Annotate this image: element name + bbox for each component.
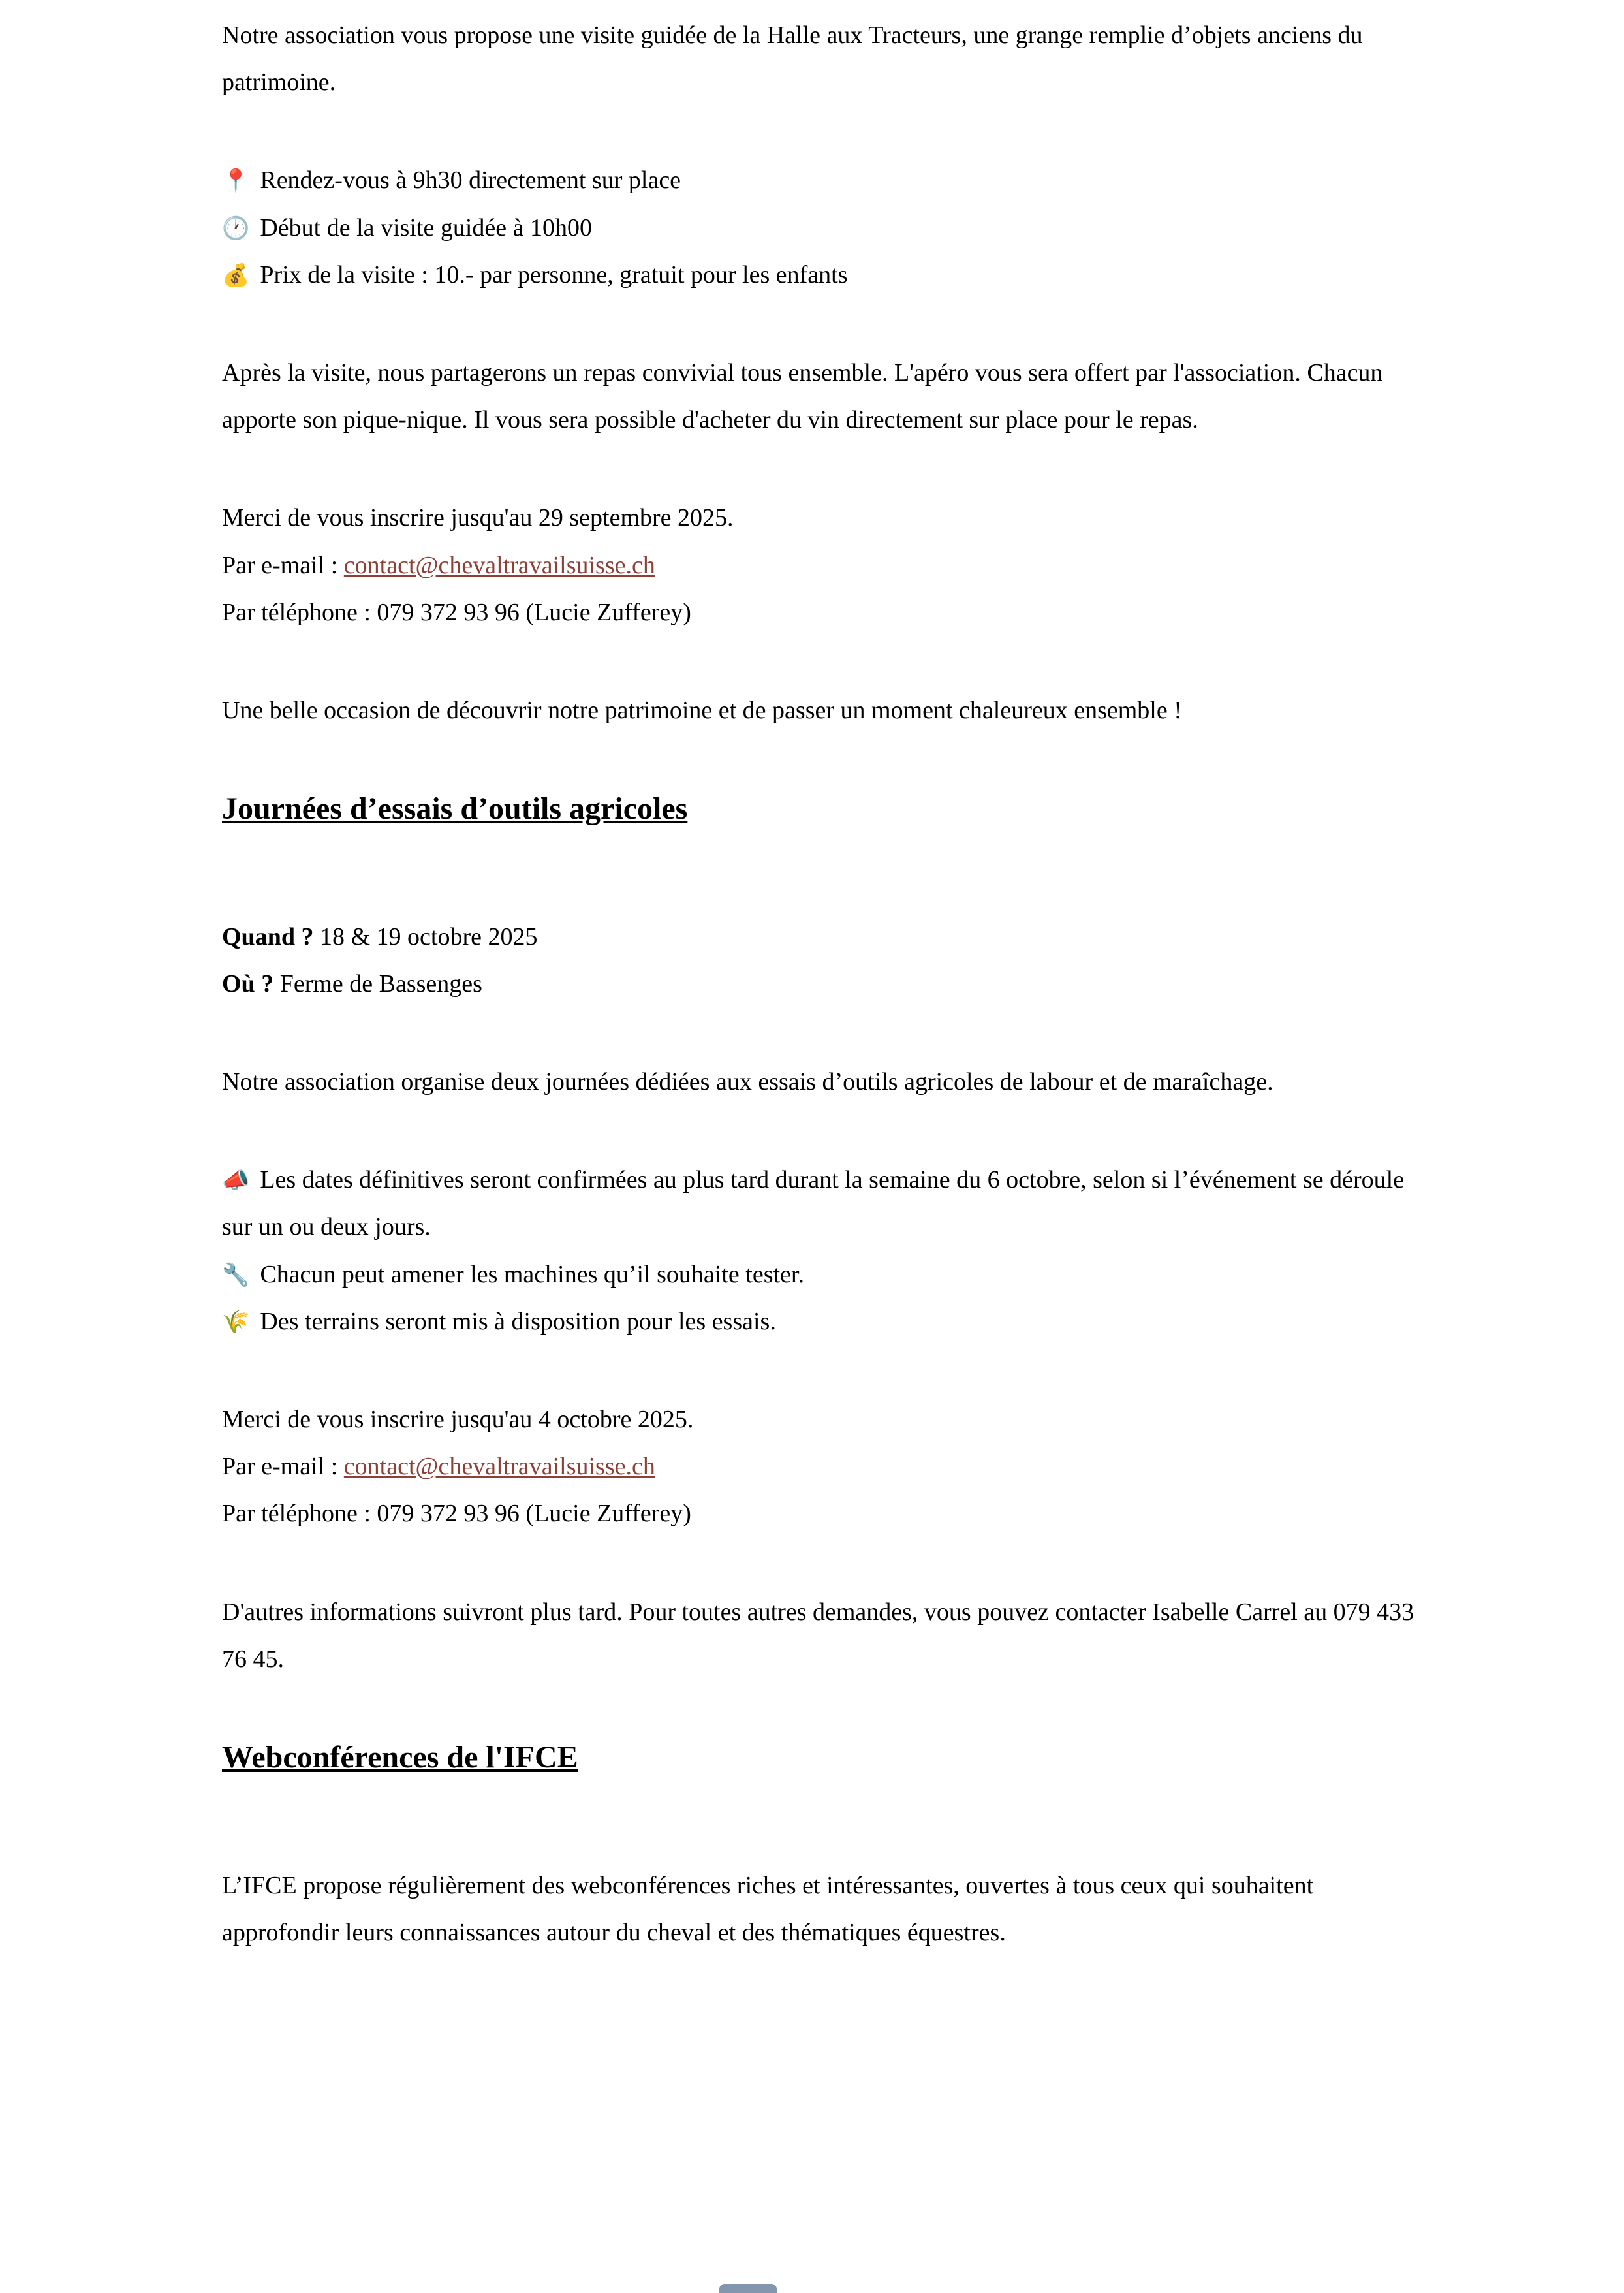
money-bag-icon: 💰 (222, 262, 250, 289)
visit-detail-meeting-point (222, 157, 1428, 204)
tools-detail-text: Des terrains seront mis à disposition pour les essais. (260, 1307, 776, 1335)
section-title-webconferences: Webconférences de l'IFCE (222, 1739, 578, 1775)
visit-detail-text: Prix de la visite : 10.- par personne, gratuit pour les enfants (260, 261, 848, 289)
registration-email-line (222, 542, 1428, 589)
visit-closing-paragraph: Une belle occasion de découvrir notre patrimoine et de passer un moment chaleureux ensemble ! (222, 696, 1182, 724)
registration-email-line (222, 1443, 1428, 1490)
cutoff-element-bottom (719, 2284, 777, 2293)
tools-detail-text: Les dates définitives seront confirmées au plus tard durant la semaine du 6 octobre, selon si l’événement se déroule sur un ou deux jours. (222, 1166, 1405, 1241)
contact-email-link[interactable]: contact@chevaltravailsuisse.ch (343, 1453, 655, 1481)
sheaf-icon: 🌾 (222, 1308, 250, 1335)
when-label: Quand ? (222, 923, 314, 951)
visit-after-paragraph: Après la visite, nous partagerons un repas convivial tous ensemble. L'apéro vous sera offert par l'association. Chacun apporte son pique-nique. Il vous sera possible d'acheter du vin directement sur place pour le repas. (222, 358, 1383, 434)
tools-registration-block (222, 1396, 1428, 1538)
tools-detail-text: Chacun peut amener les machines qu’il souhaite tester. (260, 1260, 804, 1288)
email-label: Par e-mail : (222, 551, 344, 579)
where-label: Où ? (222, 970, 274, 998)
tools-details-list (222, 1156, 1428, 1345)
when-value: 18 & 19 octobre 2025 (319, 923, 538, 951)
registration-phone-line: Par téléphone : 079 372 93 96 (Lucie Zufferey) (222, 598, 691, 626)
tools-detail-terrains (222, 1298, 1428, 1345)
registration-deadline: Merci de vous inscrire jusqu'au 29 septembre 2025. (222, 504, 734, 532)
visit-details-list (222, 157, 1428, 298)
round-pushpin-icon: 📍 (222, 168, 250, 195)
tools-detail-dates (222, 1156, 1428, 1250)
contact-email-link[interactable]: contact@chevaltravailsuisse.ch (343, 551, 655, 579)
tools-more-info-paragraph: D'autres informations suivront plus tard. Pour toutes autres demandes, vous pouvez contacter Isabelle Carrel au 079 433 76 45. (222, 1598, 1414, 1673)
registration-deadline: Merci de vous inscrire jusqu'au 4 octobre 2025. (222, 1405, 694, 1433)
visit-registration-block (222, 494, 1428, 636)
wrench-icon: 🔧 (222, 1261, 250, 1288)
megaphone-icon: 📣 (222, 1167, 250, 1194)
clock-icon: 🕐 (222, 215, 250, 242)
where-value: Ferme de Bassenges (279, 970, 482, 998)
visit-detail-text: Rendez-vous à 9h30 directement sur place (260, 166, 681, 195)
visit-detail-text: Début de la visite guidée à 10h00 (260, 213, 592, 242)
tools-intro-paragraph: Notre association organise deux journées dédiées aux essais d’outils agricoles de labour et de maraîchage. (222, 1068, 1273, 1096)
visit-detail-start-time (222, 204, 1428, 251)
visit-intro-paragraph: Notre association vous propose une visite guidée de la Halle aux Tracteurs, une grange remplie d’objets anciens du patrimoine. (222, 22, 1363, 97)
event-when-line (222, 913, 1428, 960)
registration-phone-line: Par téléphone : 079 372 93 96 (Lucie Zufferey) (222, 1500, 691, 1528)
tools-detail-machines (222, 1251, 1428, 1298)
event-when-where-block (222, 913, 1428, 1007)
event-where-line (222, 960, 1428, 1007)
email-label: Par e-mail : (222, 1453, 344, 1481)
webconf-intro-paragraph: L’IFCE propose régulièrement des webconférences riches et intéressantes, ouvertes à tous ceux qui souhaitent approfondir leurs connaissances autour du cheval et des thématiques équestres. (222, 1871, 1314, 1946)
visit-detail-price (222, 251, 1428, 298)
section-title-tool-days: Journées d’essais d’outils agricoles (222, 791, 688, 827)
